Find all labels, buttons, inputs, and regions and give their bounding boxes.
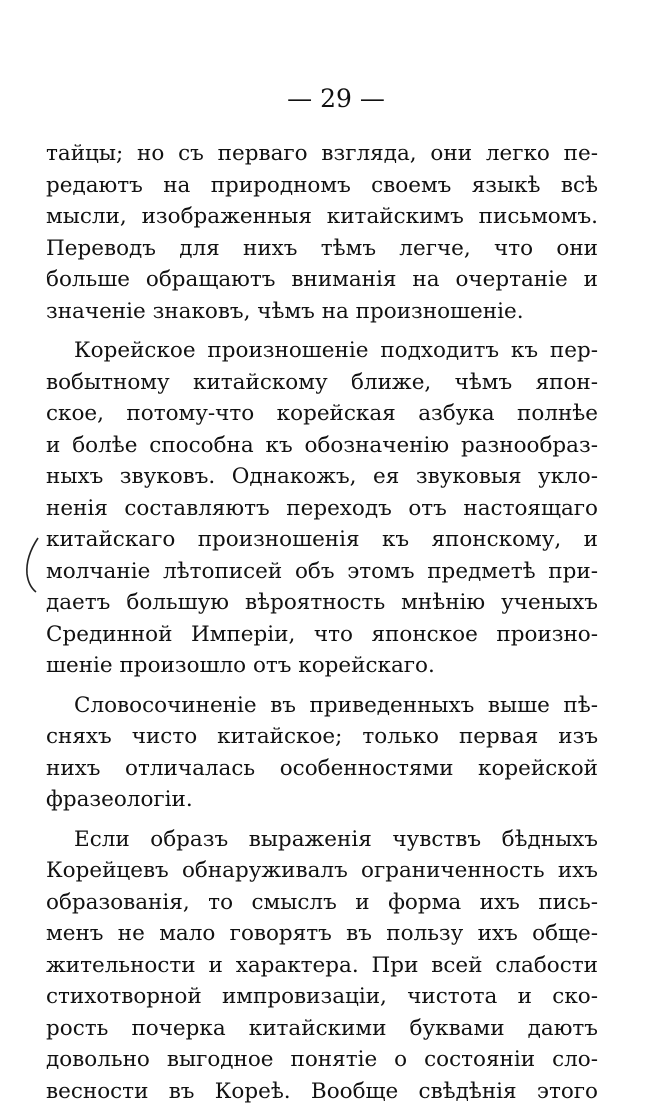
text-line: значеніе знаковъ, чѣмъ на произношеніе. <box>46 298 524 324</box>
text-line: ныхъ звуковъ. Однакожъ, ея звуковыя укло- <box>46 464 598 489</box>
paragraph <box>46 138 598 327</box>
margin-pencil-mark <box>22 536 42 596</box>
text-line: мысли, изображенныя китайскимъ письмомъ. <box>46 204 598 229</box>
text-line: редаютъ на природномъ своемъ языкѣ всѣ <box>46 172 598 198</box>
text-line: Срединной Имперіи, что японское произно- <box>46 621 598 647</box>
body-text <box>46 138 598 1115</box>
paragraph <box>46 824 598 1108</box>
text-line: жительности и характера. При всей слабости <box>46 952 598 978</box>
text-line: молчаніе лѣтописей объ этомъ предметѣ при- <box>46 558 598 584</box>
text-line: весности въ Кореѣ. Вообще свѣдѣнія этого <box>46 1078 598 1104</box>
text-line: нихъ отличалась особенностями корейской <box>46 755 598 781</box>
text-line: вобытному китайскому ближе, чѣмъ япон- <box>46 369 598 395</box>
text-line: ское, потому-что корейская азбука полнѣе <box>46 401 598 426</box>
text-line: довольно выгодное понятіе о состояніи сло- <box>46 1047 598 1072</box>
text-line: Переводъ для нихъ тѣмъ легче, что они <box>46 235 598 261</box>
text-line: даетъ большую вѣроятность мнѣнію ученыхъ <box>46 590 598 615</box>
text-line: тайцы; но съ перваго взгляда, они легко пе- <box>46 141 598 166</box>
text-line: фразеологіи. <box>46 787 193 812</box>
text-line: сняхъ чисто китайское; только первая изъ <box>46 724 598 749</box>
text-line: Корейское произношеніе подходитъ къ пер- <box>74 338 598 363</box>
page-number: — 29 — <box>287 84 385 113</box>
text-line: больше обращаютъ вниманія на очертаніе и <box>46 267 598 292</box>
paragraph <box>46 690 598 816</box>
text-line: рость почерка китайскими буквами даютъ <box>46 1015 598 1041</box>
text-line: стихотворной импровизаціи, чистота и ско- <box>46 984 598 1009</box>
text-line: Корейцевъ обнаруживалъ ограниченность ихъ <box>46 858 598 883</box>
text-line: шеніе произошло отъ корейскаго. <box>46 653 435 678</box>
text-line: китайскаго произношенія къ японскому, и <box>46 527 598 552</box>
text-line: образованія, то смыслъ и форма ихъ пись- <box>46 889 598 915</box>
text-line: Если образъ выраженія чувствъ бѣдныхъ <box>74 826 598 852</box>
text-line: Словосочиненіе въ приведенныхъ выше пѣ- <box>74 692 598 718</box>
text-line: ненія составляютъ переходъ отъ настоящаго <box>46 495 598 521</box>
paragraph <box>46 335 598 682</box>
text-line: и болѣе способна къ обозначенію разнообраз- <box>46 432 598 458</box>
text-line: менъ не мало говорятъ въ пользу ихъ обще- <box>46 921 598 946</box>
